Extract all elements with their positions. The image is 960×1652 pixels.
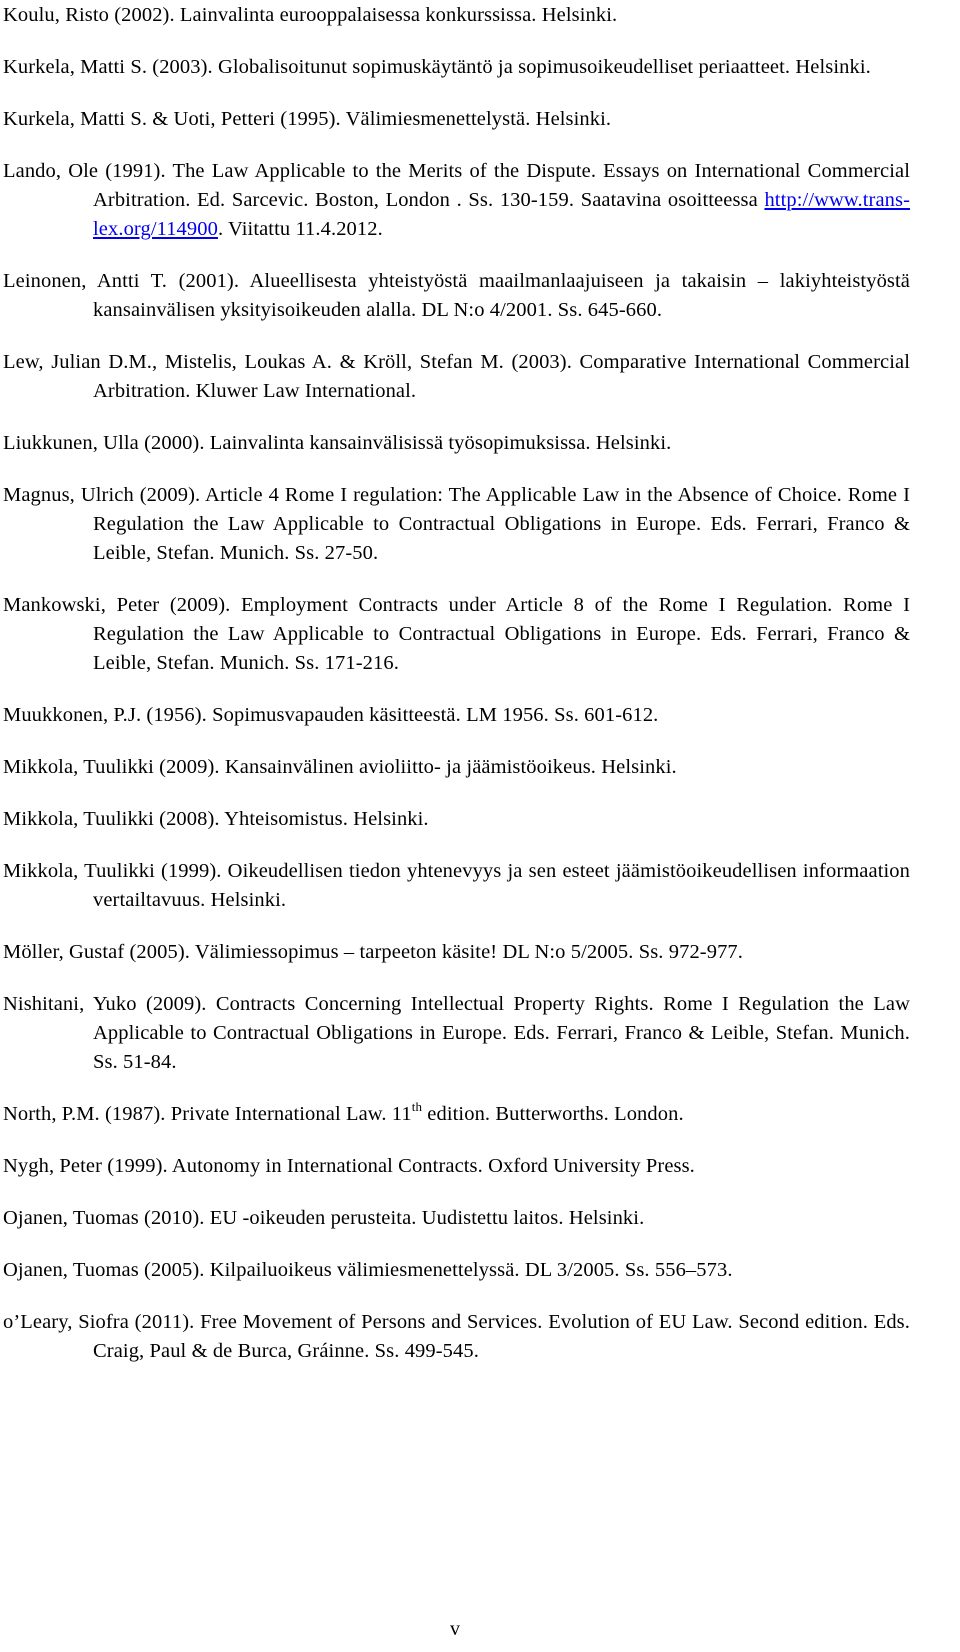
reference-text: . Viitattu 11.4.2012. bbox=[217, 218, 383, 240]
reference-entry: Möller, Gustaf (2005). Välimiessopimus – tarpeeton käsite! DL N:o 5/2005. Ss. 972-977. bbox=[3, 941, 743, 963]
reference-text: edition. Butterworths. London. bbox=[422, 1103, 684, 1125]
reference-text: Lando, Ole (1991). The Law Applicable to the Merits of the Dispute. Essays on International Commercial Arbitration. Ed. Sarcevic. Boston, London . Ss. 130-159. Saatavina osoitteessa bbox=[3, 160, 910, 211]
reference-entry: Kurkela, Matti S. (2003). Globalisoitunut sopimuskäytäntö ja sopimusoikeudelliset periaatteet. Helsinki. bbox=[3, 56, 871, 78]
reference-entry: Muukkonen, P.J. (1956). Sopimusvapauden käsitteestä. LM 1956. Ss. 601-612. bbox=[3, 704, 659, 726]
reference-entry: Mikkola, Tuulikki (2008). Yhteisomistus. Helsinki. bbox=[3, 808, 429, 830]
ordinal-suffix: th bbox=[411, 1099, 423, 1114]
reference-entry bbox=[3, 1100, 910, 1129]
reference-entry: Koulu, Risto (2002). Lainvalinta eurooppalaisessa konkurssissa. Helsinki. bbox=[3, 4, 618, 26]
reference-list bbox=[3, 0, 910, 1366]
reference-text: North, P.M. (1987). Private International Law. 11 bbox=[3, 1103, 412, 1125]
reference-entry: Liukkunen, Ulla (2000). Lainvalinta kansainvälisissä työsopimuksissa. Helsinki. bbox=[3, 432, 672, 454]
reference-entry: Ojanen, Tuomas (2005). Kilpailuoikeus välimiesmenettelyssä. DL 3/2005. Ss. 556–573. bbox=[3, 1259, 733, 1281]
reference-entry: Lew, Julian D.M., Mistelis, Loukas A. & Kröll, Stefan M. (2003). Comparative International Commercial Arbitration. Kluwer Law International. bbox=[3, 351, 910, 402]
reference-entry: Mikkola, Tuulikki (1999). Oikeudellisen tiedon yhtenevyys ja sen esteet jäämistöoikeudellisen informaation vertailtavuus. Helsinki. bbox=[3, 860, 910, 911]
reference-entry: Leinonen, Antti T. (2001). Alueellisesta yhteistyöstä maailmanlaajuiseen ja takaisin – lakiyhteistyöstä kansainvälisen yksityisoikeuden alalla. DL N:o 4/2001. Ss. 645-660. bbox=[3, 270, 910, 321]
reference-entry: Nishitani, Yuko (2009). Contracts Concerning Intellectual Property Rights. Rome I Regulation the Law Applicable to Contractual Obligations in Europe. Eds. Ferrari, Franco & Leible, Stefan. Munich. Ss. 51-84. bbox=[3, 993, 910, 1073]
reference-entry bbox=[3, 157, 910, 244]
reference-entry: Nygh, Peter (1999). Autonomy in International Contracts. Oxford University Press. bbox=[3, 1155, 695, 1177]
reference-entry: Mankowski, Peter (2009). Employment Contracts under Article 8 of the Rome I Regulation. Rome I Regulation the Law Applicable to Contractual Obligations in Europe. Eds. Ferrari, Franco & Leible, Stefan. Munich. Ss. 171-216. bbox=[3, 594, 910, 674]
reference-entry: Mikkola, Tuulikki (2009). Kansainvälinen avioliitto- ja jäämistöoikeus. Helsinki. bbox=[3, 756, 677, 778]
reference-entry: Magnus, Ulrich (2009). Article 4 Rome I regulation: The Applicable Law in the Absence of Choice. Rome I Regulation the Law Applicable to Contractual Obligations in Europe. Eds. Ferrari, Franco & Leible, Stefan. Munich. Ss. 27-50. bbox=[3, 484, 910, 564]
reference-url-link[interactable]: http://www.trans-lex.org/114900 bbox=[93, 189, 910, 240]
reference-entry: Ojanen, Tuomas (2010). EU -oikeuden perusteita. Uudistettu laitos. Helsinki. bbox=[3, 1207, 645, 1229]
reference-entry: Kurkela, Matti S. & Uoti, Petteri (1995). Välimiesmenettelystä. Helsinki. bbox=[3, 108, 612, 130]
reference-entry: o’Leary, Siofra (2011). Free Movement of Persons and Services. Evolution of EU Law. Second edition. Eds. Craig, Paul & de Burca, Gráinne. Ss. 499-545. bbox=[3, 1311, 910, 1362]
page-number: v bbox=[450, 1618, 460, 1640]
